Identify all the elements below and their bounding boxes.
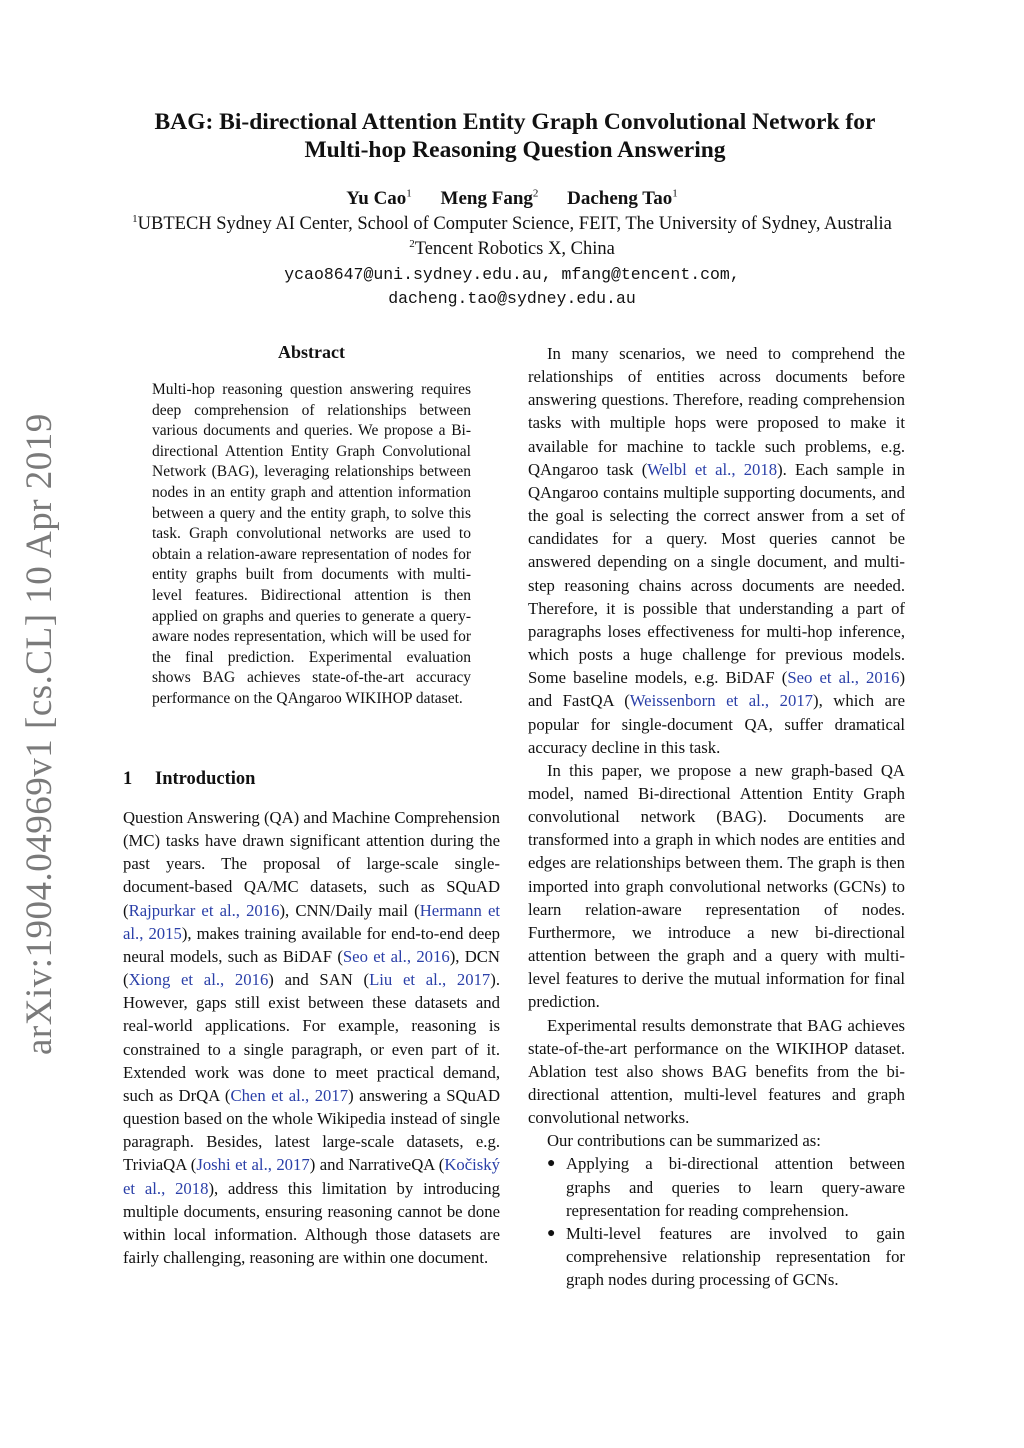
affil-text: Tencent Robotics X, China <box>414 239 615 259</box>
section-number: 1 <box>123 769 133 789</box>
bullet-icon: ● <box>547 1156 556 1172</box>
citation-link[interactable]: Welbl et al., 2018 <box>647 459 778 479</box>
intro-paragraph-4: Experimental results demonstrate that BAG achieves state-of-the-art performance on the WIKIHOP dataset. Ablation test also shows BAG benefits from the bi-directional attention, multi-level features and graph convolutional networks. <box>528 1015 905 1128</box>
paragraph-text: ), address this limitation by introducing multiple documents, ensuring reasoning cannot be done within local information. Although those datasets are fairly challenging, reasoning are within one document. <box>123 1178 500 1267</box>
paragraph-text: ), CNN/Daily mail ( <box>279 900 420 920</box>
affil-mark: 1 <box>132 212 138 225</box>
paragraph-text: Question Answering (QA) and Machine Comprehension (MC) tasks have drawn significant attention during the past years. The proposal of large-scale single-document-based QA/MC datasets, such as SQuAD ( <box>123 808 500 920</box>
contributions-intro: Our contributions can be summarized as: <box>547 1131 821 1151</box>
paragraph-text: ) and FastQA ( <box>528 668 905 711</box>
paragraph-text: In many scenarios, we need to comprehend the relationships of entities across documents before answering questions. Therefore, reading comprehension tasks with multiple hops were proposed to make it available for machine to tackle such problems, e.g. QAngaroo task ( <box>528 344 905 479</box>
list-item <box>528 1152 905 1221</box>
paragraph-text: ), makes training available for end-to-end deep neural models, such as BiDAF ( <box>123 923 501 966</box>
affiliation-1 <box>0 214 1024 235</box>
right-column <box>528 342 905 1291</box>
affil-text: UBTECH Sydney AI Center, School of Computer Science, FEIT, The University of Sydney, Australia <box>137 214 892 234</box>
citation-link[interactable]: Xiong et al., 2016 <box>128 970 269 990</box>
intro-paragraph-3: In this paper, we propose a new graph-based QA model, named Bi-directional Attention Entity Graph convolutional network (BAG). Documents are transformed into a graph in which nodes are entities and edges are relationships between them. The graph is then imported into graph convolutional networks (GCNs) to learn relation-aware representation of nodes. Furthermore, we introduce a new bi-directional attention between the graph and a query with multi-level features to derive the mutual information for final prediction. <box>528 760 905 1012</box>
paragraph-text: ). However, gaps still exist between these datasets and real-world applications. For example, reasoning is constrained to a single paragraph, or even part of it. Extended work was done to meet practical demand, such as DrQA ( <box>123 970 501 1105</box>
citation-link[interactable]: Hermann et al., 2015 <box>123 900 500 943</box>
citation-link[interactable]: Seo et al., 2016 <box>342 946 450 966</box>
list-item <box>528 1222 905 1291</box>
citation-link[interactable]: Joshi et al., 2017 <box>196 1155 310 1175</box>
paragraph-text: ) and NarrativeQA ( <box>309 1155 445 1175</box>
paper-title <box>110 108 920 164</box>
author <box>346 188 412 209</box>
bullet-icon: ● <box>547 1225 556 1241</box>
title-line-2: Multi-hop Reasoning Question Answering <box>304 137 726 163</box>
intro-paragraph-1 <box>123 806 500 1269</box>
author-name: Yu Cao <box>346 188 407 209</box>
affil-mark: 2 <box>409 237 415 250</box>
abstract-heading: Abstract <box>278 342 345 362</box>
affiliation-2 <box>0 239 1024 260</box>
author-name: Dacheng Tao <box>567 188 673 209</box>
author-affil-mark: 1 <box>672 187 678 200</box>
author-affil-mark: 2 <box>532 187 539 200</box>
section-title: Introduction <box>155 769 256 789</box>
abstract-text: Multi-hop reasoning question answering requires deep comprehension of relationships between various documents and queries. We propose a Bi-directional Attention Entity Graph Convolutional Network (BAG), leveraging relationships between nodes in an entity graph and attention information between a query and the entity graph, to solve this task. Graph convolutional networks are used to obtain a relation-aware representation of nodes for entity graphs built from documents with multi-level features. Bidirectional attention is then applied on graphs and queries to generate a query-aware nodes representation, which will be used for the final prediction. Experimental evaluation shows BAG achieves state-of-the-art accuracy performance on the QAngaroo WIKIHOP dataset. <box>152 381 471 707</box>
citation-link[interactable]: Seo et al., 2016 <box>787 668 900 688</box>
paragraph-text: ), which are popular for single-document QA, suffer dramatical accuracy decline in this task. <box>528 691 905 757</box>
citation-link[interactable]: Liu et al., 2017 <box>369 970 491 990</box>
paragraph-text: ) answering a SQuAD question based on the whole Wikipedia instead of single paragraph. Besides, latest large-scale datasets, e.g. TriviaQA ( <box>123 1085 501 1175</box>
author-affil-mark: 1 <box>406 187 412 200</box>
section-heading-introduction <box>123 769 255 790</box>
author-name: Meng Fang <box>440 188 533 209</box>
citation-link[interactable]: Weissenborn et al., 2017 <box>629 691 814 711</box>
author <box>441 188 539 209</box>
author <box>567 188 678 209</box>
intro-paragraph-2 <box>528 342 905 759</box>
paragraph-text: ). Each sample in QAngaroo contains multiple supporting documents, and the goal is selecting the correct answer from a set of candidates for a query. Most queries cannot be answered depending on a single document, and multi-step reasoning chains across documents are needed. Therefore, it is possible that understanding a part of paragraphs loses effectiveness for multi-hop inference, which posts a huge challenge for previous models. Some baseline models, e.g. BiDAF ( <box>528 459 905 688</box>
email-line-1[interactable]: ycao8647@uni.sydney.edu.au, mfang@tencent.com, <box>284 265 740 284</box>
list-item-text: Multi-level features are involved to gain comprehensive relationship representation for graph nodes during processing of GCNs. <box>566 1223 905 1290</box>
citation-link[interactable]: Chen et al., 2017 <box>230 1085 349 1105</box>
arxiv-identifier-stamp: arXiv:1904.04969v1 [cs.CL] 10 Apr 2019 <box>19 413 60 1055</box>
citation-link[interactable]: Kočiský et al., 2018 <box>123 1155 500 1198</box>
left-column <box>123 806 500 1269</box>
contributions-list <box>528 1152 905 1291</box>
list-item-text: Applying a bi-directional attention between graphs and queries to learn query-aware representation for reading comprehension. <box>566 1154 905 1220</box>
title-line-1: BAG: Bi-directional Attention Entity Graph Convolutional Network for <box>154 109 876 135</box>
paragraph-text: ) and SAN ( <box>268 970 370 990</box>
paragraph-text: ), DCN ( <box>123 946 500 990</box>
email-line-2[interactable]: dacheng.tao@sydney.edu.au <box>388 289 636 308</box>
author-list <box>0 188 1024 210</box>
citation-link[interactable]: Rajpurkar et al., 2016 <box>128 900 280 920</box>
